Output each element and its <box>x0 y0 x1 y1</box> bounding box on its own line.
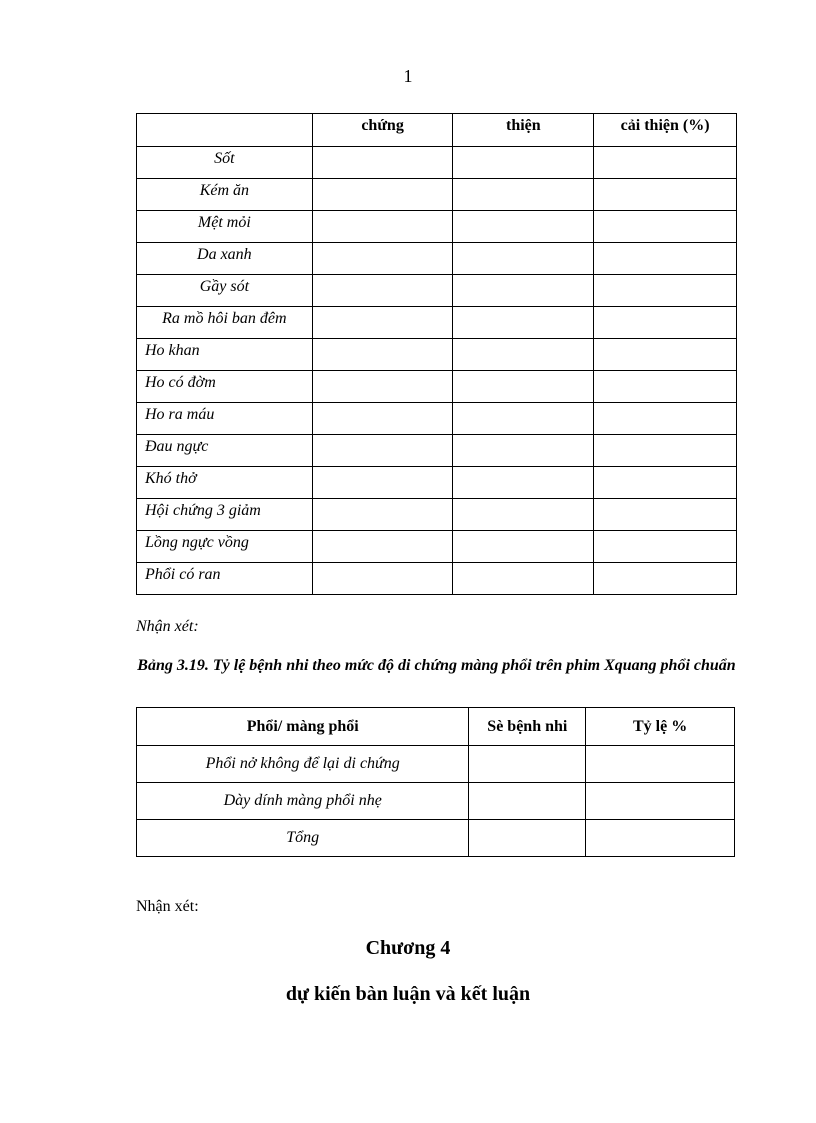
empty-cell <box>312 307 453 339</box>
table-row <box>137 746 735 783</box>
symptom-label: Ho khan <box>137 339 313 371</box>
symptom-label: Đau ngực <box>137 435 313 467</box>
empty-cell <box>312 243 453 275</box>
table-row <box>137 211 737 243</box>
header-cell: thiện <box>453 114 594 147</box>
header-cell: chứng <box>312 114 453 147</box>
header-cell <box>137 114 313 147</box>
empty-cell <box>453 179 594 211</box>
empty-cell <box>594 275 737 307</box>
empty-cell <box>594 531 737 563</box>
empty-cell <box>312 403 453 435</box>
empty-cell <box>594 563 737 595</box>
table-row <box>137 563 737 595</box>
symptom-label: Ra mồ hôi ban đêm <box>137 307 313 339</box>
empty-cell <box>594 179 737 211</box>
empty-cell <box>469 820 586 857</box>
header-cell: Tỷ lệ % <box>586 708 735 746</box>
empty-cell <box>594 307 737 339</box>
lung-table-header <box>137 708 735 746</box>
empty-cell <box>453 563 594 595</box>
empty-cell <box>312 147 453 179</box>
table-row <box>137 435 737 467</box>
empty-cell <box>453 211 594 243</box>
table-row <box>137 371 737 403</box>
empty-cell <box>469 746 586 783</box>
empty-cell <box>594 211 737 243</box>
empty-cell <box>312 211 453 243</box>
table-row <box>137 339 737 371</box>
symptom-label: Ho có đờm <box>137 371 313 403</box>
symptom-label: Mệt mỏi <box>137 211 313 243</box>
empty-cell <box>586 820 735 857</box>
table-row <box>137 307 737 339</box>
empty-cell <box>312 499 453 531</box>
empty-cell <box>312 179 453 211</box>
table-row <box>137 147 737 179</box>
empty-cell <box>453 467 594 499</box>
remark: Nhận xét: <box>136 618 199 635</box>
symptom-table <box>136 113 737 595</box>
page-number: 1 <box>403 66 413 86</box>
lung-status-label: Phổi nở không để lại di chứng <box>137 746 469 783</box>
empty-cell <box>453 403 594 435</box>
empty-cell <box>594 435 737 467</box>
empty-cell <box>594 467 737 499</box>
table-row <box>137 783 735 820</box>
table-row <box>137 820 735 857</box>
empty-cell <box>469 783 586 820</box>
empty-cell <box>453 147 594 179</box>
empty-cell <box>586 783 735 820</box>
empty-cell <box>312 563 453 595</box>
empty-cell <box>594 147 737 179</box>
table-row <box>137 531 737 563</box>
empty-cell <box>594 371 737 403</box>
empty-cell <box>594 499 737 531</box>
empty-cell <box>453 435 594 467</box>
empty-cell <box>586 746 735 783</box>
chapter-subtitle: dự kiến bàn luận và kết luận <box>285 983 531 1005</box>
empty-cell <box>594 339 737 371</box>
empty-cell <box>453 243 594 275</box>
table-row <box>137 403 737 435</box>
table-row <box>137 467 737 499</box>
chapter-title: Chương 4 <box>365 937 451 959</box>
symptom-label: Phổi có ran <box>137 563 313 595</box>
symptom-label: Kém ăn <box>137 179 313 211</box>
symptom-label: Hội chứng 3 giảm <box>137 499 313 531</box>
table-caption: Bảng 3.19. Tỷ lệ bệnh nhi theo mức độ di chứng màng phổi trên phim Xquang phổi chuẩn <box>137 657 736 674</box>
empty-cell <box>453 307 594 339</box>
empty-cell <box>453 531 594 563</box>
empty-cell <box>453 339 594 371</box>
empty-cell <box>453 499 594 531</box>
table-row <box>137 179 737 211</box>
empty-cell <box>594 243 737 275</box>
lung-status-label: Dày dính màng phổi nhẹ <box>137 783 469 820</box>
empty-cell <box>594 403 737 435</box>
empty-cell <box>312 531 453 563</box>
remark: Nhận xét: <box>136 898 199 915</box>
symptom-label: Ho ra máu <box>137 403 313 435</box>
header-cell: Phổi/ màng phổi <box>137 708 469 746</box>
header-cell: Sè bệnh nhi <box>469 708 586 746</box>
empty-cell <box>453 275 594 307</box>
symptom-label: Khó thở <box>137 467 313 499</box>
lung-status-label: Tổng <box>137 820 469 857</box>
symptom-label: Gầy sót <box>137 275 313 307</box>
empty-cell <box>312 467 453 499</box>
table-row <box>137 275 737 307</box>
symptom-label: Sốt <box>137 147 313 179</box>
symptom-label: Lồng ngực vồng <box>137 531 313 563</box>
table-row <box>137 243 737 275</box>
empty-cell <box>312 275 453 307</box>
empty-cell <box>453 371 594 403</box>
empty-cell <box>312 339 453 371</box>
symptom-label: Da xanh <box>137 243 313 275</box>
empty-cell <box>312 435 453 467</box>
header-cell: cải thiện (%) <box>594 114 737 147</box>
table-row <box>137 499 737 531</box>
lung-table <box>136 707 735 857</box>
empty-cell <box>312 371 453 403</box>
symptom-table-header <box>137 114 737 147</box>
